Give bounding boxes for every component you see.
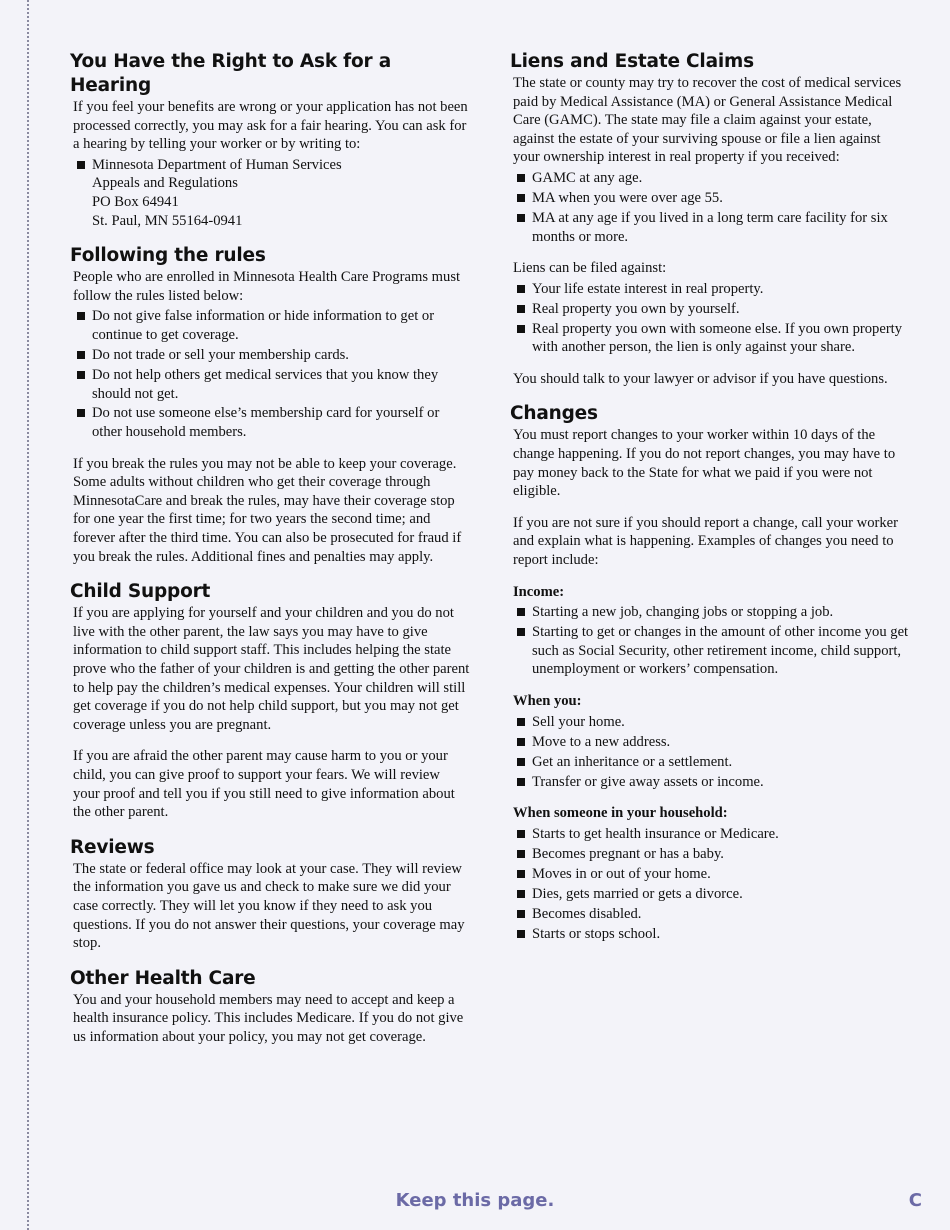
household-label: When someone in your household: xyxy=(513,805,728,822)
list-item: GAMC at any age. xyxy=(513,169,910,188)
list-item: Do not use someone else’s membership card for yourself or other household members. xyxy=(73,404,470,441)
list-item: Becomes pregnant or has a baby. xyxy=(513,845,910,864)
list-item: Do not help others get medical services that you know they should not get. xyxy=(73,366,470,403)
list-item: MA when you were over age 55. xyxy=(513,189,910,208)
section-title: Liens and Estate Claims xyxy=(510,51,754,72)
household-list xyxy=(513,825,910,944)
right-column xyxy=(510,50,910,957)
hearing-address-list xyxy=(73,156,470,230)
rules-outro: If you break the rules you may not be able to keep your coverage. Some adults without children who get their coverage through MinnesotaCare and break the rules, may have their coverage stop for one year the first time; for two years the second time; and forever after the third time. You can also be prosecuted for fraud if you break the rules. Additional fines and penalties may apply. xyxy=(73,455,462,565)
rules-intro: People who are enrolled in Minnesota Health Care Programs must follow the rules listed below: xyxy=(73,269,461,304)
list-item: Sell your home. xyxy=(513,713,910,732)
income-list xyxy=(513,603,910,679)
liens-received-list xyxy=(513,169,910,246)
list-item: Dies, gets married or gets a divorce. xyxy=(513,885,910,904)
keep-this-page-note: Keep this page. xyxy=(395,1190,555,1211)
section-child-support xyxy=(70,580,470,822)
section-reviews xyxy=(70,836,470,953)
section-title: Other Health Care xyxy=(70,967,256,989)
rules-list xyxy=(73,307,470,441)
paragraph: If you are applying for yourself and your children and you do not live with the other parent, the law says you may have to give information to child support staff. This includes helping the state prove who the father of your children is and getting the other parent to help pay the children’s medical expenses. Your children will still get coverage if you do not help child support, but you may not get coverage unless you are pregnant. xyxy=(73,605,470,733)
section-title: You Have the Right to Ask for a Hearing xyxy=(70,51,391,96)
list-item: Starting to get or changes in the amount of other income you get such as Social Security, other retirement income, child support, unemployment or workers’ compensation. xyxy=(513,623,910,679)
list-item: Moves in or out of your home. xyxy=(513,865,910,884)
perforation-line xyxy=(27,0,29,1230)
liens-filed-list xyxy=(513,280,910,357)
address-item: Minnesota Department of Human Services Appeals and Regulations PO Box 64941 St. Paul, MN 55164-0941 xyxy=(73,156,470,230)
income-label: Income: xyxy=(513,583,565,600)
list-item: Real property you own by yourself. xyxy=(513,300,910,319)
when-you-label: When you: xyxy=(513,692,582,709)
list-item: Starting a new job, changing jobs or stopping a job. xyxy=(513,603,910,622)
list-item: Starts to get health insurance or Medicare. xyxy=(513,825,910,844)
section-hearing xyxy=(70,50,470,230)
paragraph: The state or federal office may look at your case. They will review the information you gave us and check to make sure we did your case correctly. They will let you know if they need to ask you questions. If you do not answer their questions, your coverage may stop. xyxy=(73,860,465,952)
liens-filed-label: Liens can be filed against: xyxy=(513,260,667,277)
paragraph: You must report changes to your worker within 10 days of the change happening. If you do not report changes, you may have to pay money back to the State for what we paid if you were not eligible. xyxy=(513,427,896,500)
hearing-intro: If you feel your benefits are wrong or your application has not been processed correctly, you may ask for a fair hearing. You can ask for a hearing by telling your worker or by writing to: xyxy=(73,99,468,153)
paragraph: You and your household members may need to accept and keep a health insurance policy. This includes Medicare. If you do not give us information about your policy, you may not get coverage. xyxy=(73,991,464,1045)
when-you-list xyxy=(513,713,910,792)
left-column xyxy=(70,50,470,1061)
paragraph: If you are not sure if you should report a change, call your worker and explain what is happening. Examples of changes you need to report include: xyxy=(513,514,898,569)
liens-outro: You should talk to your lawyer or advisor if you have questions. xyxy=(513,370,888,387)
list-item: Do not give false information or hide information to get or continue to get coverage. xyxy=(73,307,470,344)
list-item: Starts or stops school. xyxy=(513,925,910,944)
liens-intro: The state or county may try to recover the cost of medical services paid by Medical Assistance (MA) or General Assistance Medical Care (GAMC). The state may file a claim against your estate, against the estate of your surviving spouse or file a lien against your ownership interest in real property if you received: xyxy=(513,75,902,166)
paragraph: If you are afraid the other parent may cause harm to you or your child, you can give proof to support your fears. We will review your proof and tell you if you still need to give information about the other parent. xyxy=(73,748,455,821)
list-item: Transfer or give away assets or income. xyxy=(513,773,910,792)
section-changes xyxy=(510,402,910,943)
list-item: Your life estate interest in real property. xyxy=(513,280,910,299)
section-other-health-care xyxy=(70,967,470,1047)
section-liens xyxy=(510,50,910,388)
list-item: Becomes disabled. xyxy=(513,905,910,924)
section-title: Following the rules xyxy=(70,245,266,267)
list-item: Move to a new address. xyxy=(513,733,910,752)
section-title: Reviews xyxy=(70,836,155,858)
list-item: Get an inheritance or a settlement. xyxy=(513,753,910,772)
page-letter: C xyxy=(908,1190,922,1211)
list-item: Real property you own with someone else. If you own property with another person, the lien is only against your share. xyxy=(513,320,910,357)
section-title: Child Support xyxy=(70,581,211,603)
section-rules xyxy=(70,244,470,566)
list-item: MA at any age if you lived in a long term care facility for six months or more. xyxy=(513,209,910,246)
section-title: Changes xyxy=(510,403,598,425)
list-item: Do not trade or sell your membership cards. xyxy=(73,346,470,365)
